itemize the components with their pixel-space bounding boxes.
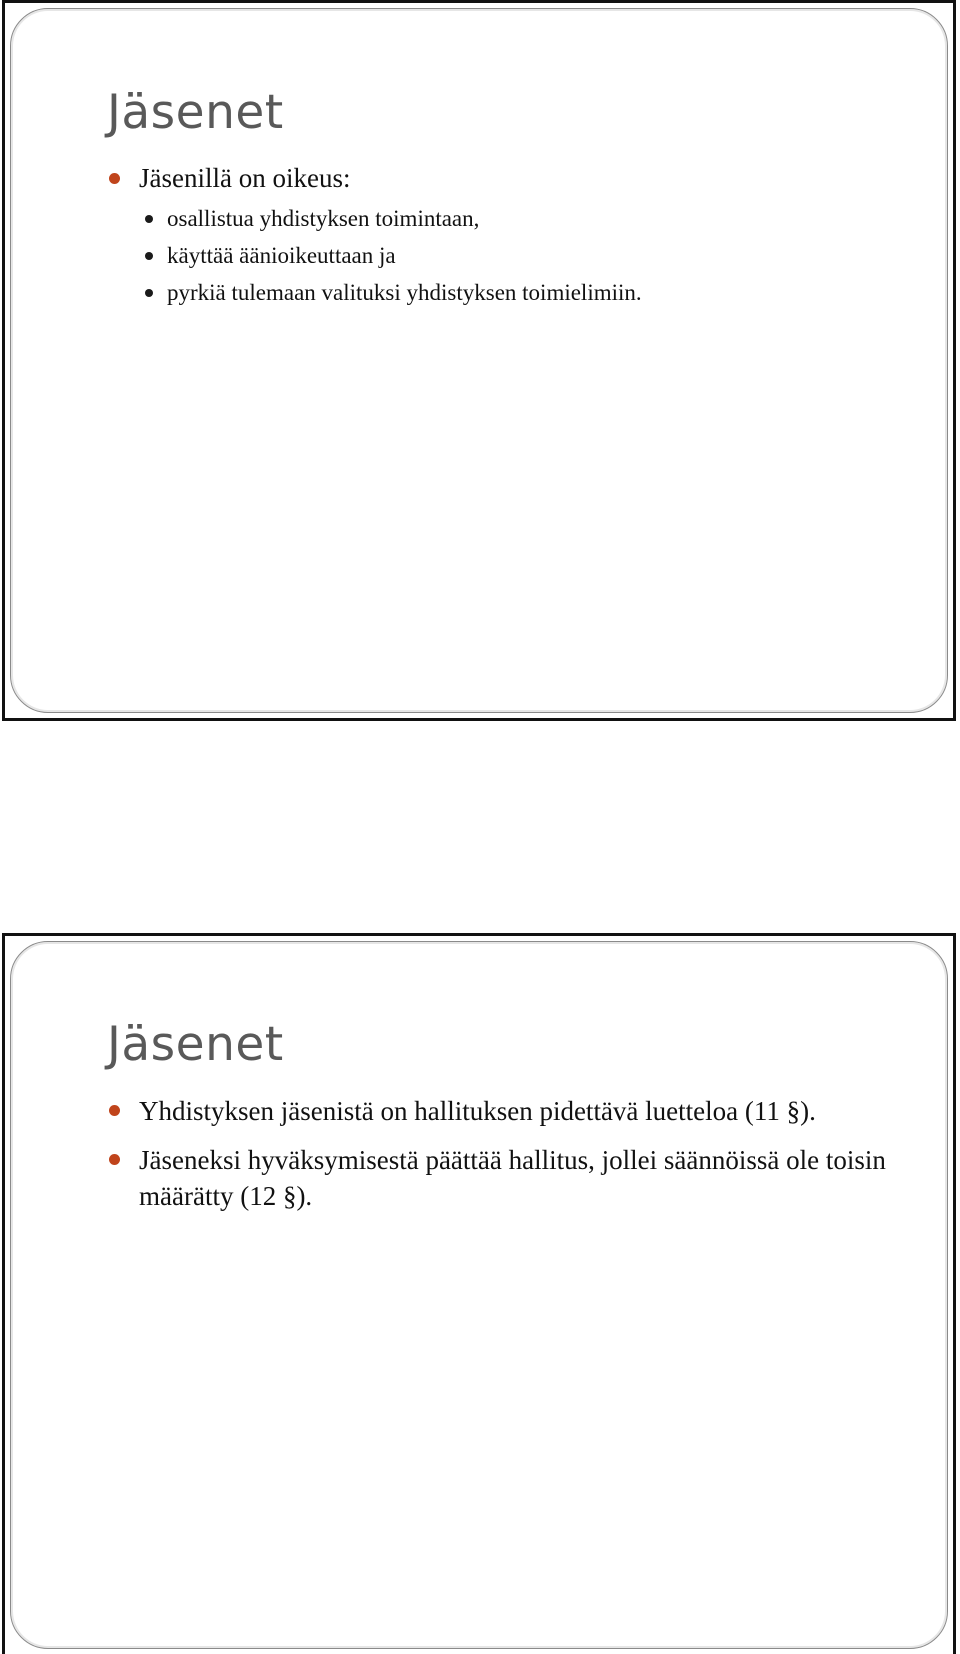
bullet-text: Jäseneksi hyväksymisestä päättää hallitus, jollei säännöissä ole toisin määrätty (12 §). [139,1145,886,1211]
list-item [107,1093,913,1129]
slide-1 [2,0,956,721]
slide-2 [2,933,956,1654]
sub-list-item [139,274,913,311]
bullet-text: Jäsenillä on oikeus: [139,163,351,193]
sub-bullet-dot-icon [145,215,153,223]
bullet-dot-icon [109,1105,120,1116]
bullet-dot-icon [109,173,120,184]
bullet-list [107,161,913,311]
sub-list-item [139,200,913,237]
sub-bullet-dot-icon [145,252,153,260]
sub-list-item [139,237,913,274]
bullet-text: Yhdistyksen jäsenistä on hallituksen pidettävä luetteloa (11 §). [139,1096,816,1126]
list-item [107,1142,913,1214]
bullet-dot-icon [109,1154,120,1165]
slide-title: Jäsenet [107,1017,284,1072]
slide-title: Jäsenet [107,85,284,140]
sub-bullet-text: osallistua yhdistyksen toimintaan, [167,206,480,231]
sub-bullet-dot-icon [145,289,153,297]
sub-bullet-text: käyttää äänioikeuttaan ja [167,243,396,268]
bullet-list [107,1093,913,1227]
sub-bullet-list [139,200,913,311]
list-item [107,161,913,311]
sub-bullet-text: pyrkiä tulemaan valituksi yhdistyksen toimielimiin. [167,280,642,305]
